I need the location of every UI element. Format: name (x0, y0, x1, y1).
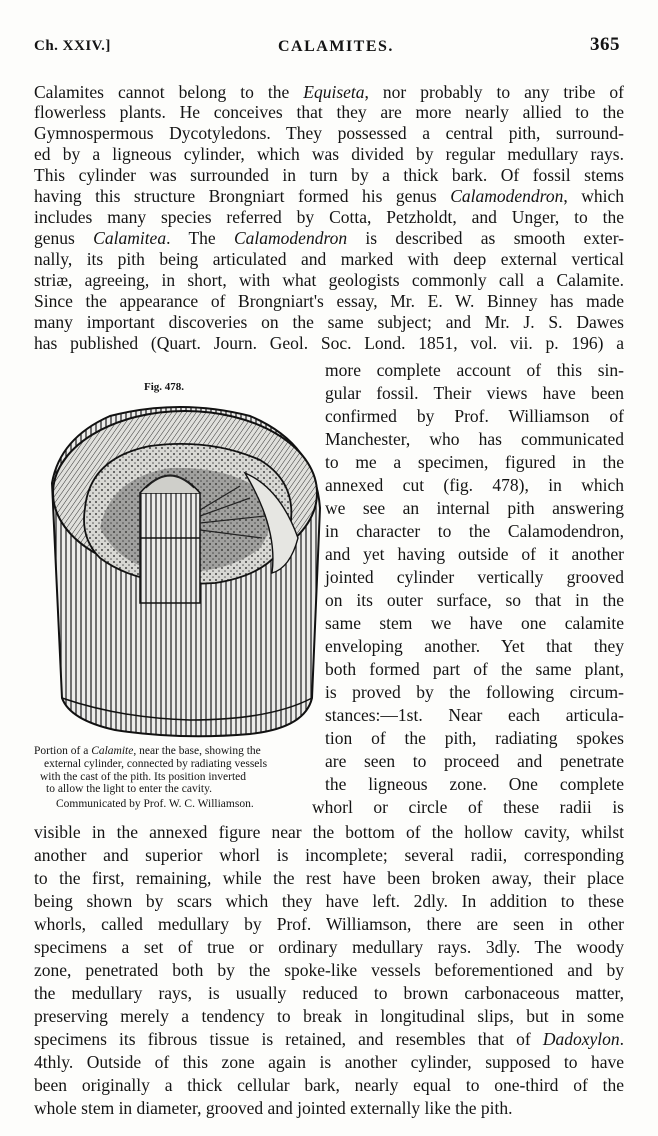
figure-caption-line: external cylinder, connected by radiating vessels (44, 758, 268, 770)
text-line: having this structure Brongniart formed his genus Calamodendron, which (34, 186, 624, 206)
text-line: the medullary rays, is usually reduced to brown carbonaceous matter, (34, 983, 624, 1003)
text-line: both formed part of the same plant, (325, 659, 624, 679)
text-line: Gymnospermous Dycotyledons. They possessed a central pith, surround- (34, 123, 624, 143)
text-line: and yet having outside of it another (325, 544, 624, 564)
text-line: specimens its fibrous tissue is retained, and resembles that of Dadoxylon. (34, 1029, 624, 1049)
text-line: stances:—1st. Near each articula- (325, 705, 624, 725)
text-line: striæ, agreeing, in short, with what geologists commonly call a Calamite. (34, 270, 624, 290)
text-line: confirmed by Prof. Williamson of (325, 406, 624, 426)
text-line: 4thly. Outside of this zone again is another cylinder, supposed to have (34, 1052, 624, 1072)
text-line: being shown by scars which they have left. 2dly. In addition to these (34, 891, 624, 911)
text-line: Since the appearance of Brongniart's essay, Mr. E. W. Binney has made (34, 291, 624, 311)
text-line: gular fossil. Their views have been (325, 383, 624, 403)
page-number: 365 (590, 34, 620, 55)
text-line: ed by a ligneous cylinder, which was divided by regular medullary rays. (34, 144, 624, 164)
figure-caption-line: Portion of a Calamite, near the base, showing the (34, 745, 261, 757)
text-line: nally, its pith being articulated and marked with deep external vertical (34, 249, 624, 269)
text-line: specimens a set of true or ordinary medullary rays. 3dly. The woody (34, 937, 624, 957)
text-line: the ligneous zone. One complete (325, 774, 624, 794)
running-title: CALAMITES. (278, 38, 394, 55)
figure-caption-line: with the cast of the pith. Its position inverted (40, 771, 247, 783)
text-line: whorls, called medullary by Prof. Williamson, there are seen in other (34, 914, 624, 934)
text-line: whorl or circle of these radii is (312, 797, 624, 817)
text-line: flowerless plants. He conceives that they are more nearly allied to the (34, 102, 624, 122)
text-line: been originally a thick cellular bark, nearly equal to one-third of the (34, 1075, 624, 1095)
text-line: This cylinder was surrounded in turn by a thick bark. Of fossil stems (34, 165, 624, 185)
text-line: tion of the pith, radiating spokes (325, 728, 624, 748)
text-line: preserving merely a tendency to break in longitudinal slips, but in some (34, 1006, 624, 1026)
text-line: Manchester, who has communicated (325, 429, 624, 449)
text-line: same stem we have one calamite (325, 613, 624, 633)
figure-label: Fig. 478. (144, 381, 185, 393)
text-line: another and superior whorl is incomplete; several radii, corresponding (34, 845, 624, 865)
text-line: in character to the Calamodendron, (325, 521, 624, 541)
text-line: we see an internal pith answering (325, 498, 624, 518)
text-line: are seen to proceed and penetrate (325, 751, 624, 771)
calamite-fossil-illustration (40, 398, 325, 738)
text-line: jointed cylinder vertically grooved (325, 567, 624, 587)
text-line: annexed cut (fig. 478), in which (325, 475, 624, 495)
text-line: many important discoveries on the same subject; and Mr. J. S. Dawes (34, 312, 624, 332)
text-line: is proved by the following circum- (325, 682, 624, 702)
text-line: on its outer surface, so that in the (325, 590, 624, 610)
text-line: enveloping another. Yet that they (325, 636, 624, 656)
figure-caption-credit: Communicated by Prof. W. C. Williamson. (56, 798, 254, 810)
text-line: to me a specimen, figured in the (325, 452, 624, 472)
text-line: to the first, remaining, while the rest have been broken away, their place (34, 868, 624, 888)
figure-caption-line: to allow the light to enter the cavity. (46, 783, 212, 795)
text-line: zone, penetrated both by the spoke-like vessels beforementioned and by (34, 960, 624, 980)
text-line: includes many species referred by Cotta, Petzholdt, and Unger, to the (34, 207, 624, 227)
text-line: more complete account of this sin- (325, 360, 624, 380)
chapter-heading: Ch. XXIV.] (34, 38, 111, 54)
text-line: genus Calamitea. The Calamodendron is described as smooth exter- (34, 228, 624, 248)
text-line: whole stem in diameter, grooved and jointed externally like the pith. (34, 1098, 513, 1118)
text-line: has published (Quart. Journ. Geol. Soc. Lond. 1851, vol. vii. p. 196) a (34, 333, 624, 353)
text-line: Calamites cannot belong to the Equiseta, nor probably to any tribe of (34, 82, 624, 102)
text-line: visible in the annexed figure near the bottom of the hollow cavity, whilst (34, 822, 624, 842)
